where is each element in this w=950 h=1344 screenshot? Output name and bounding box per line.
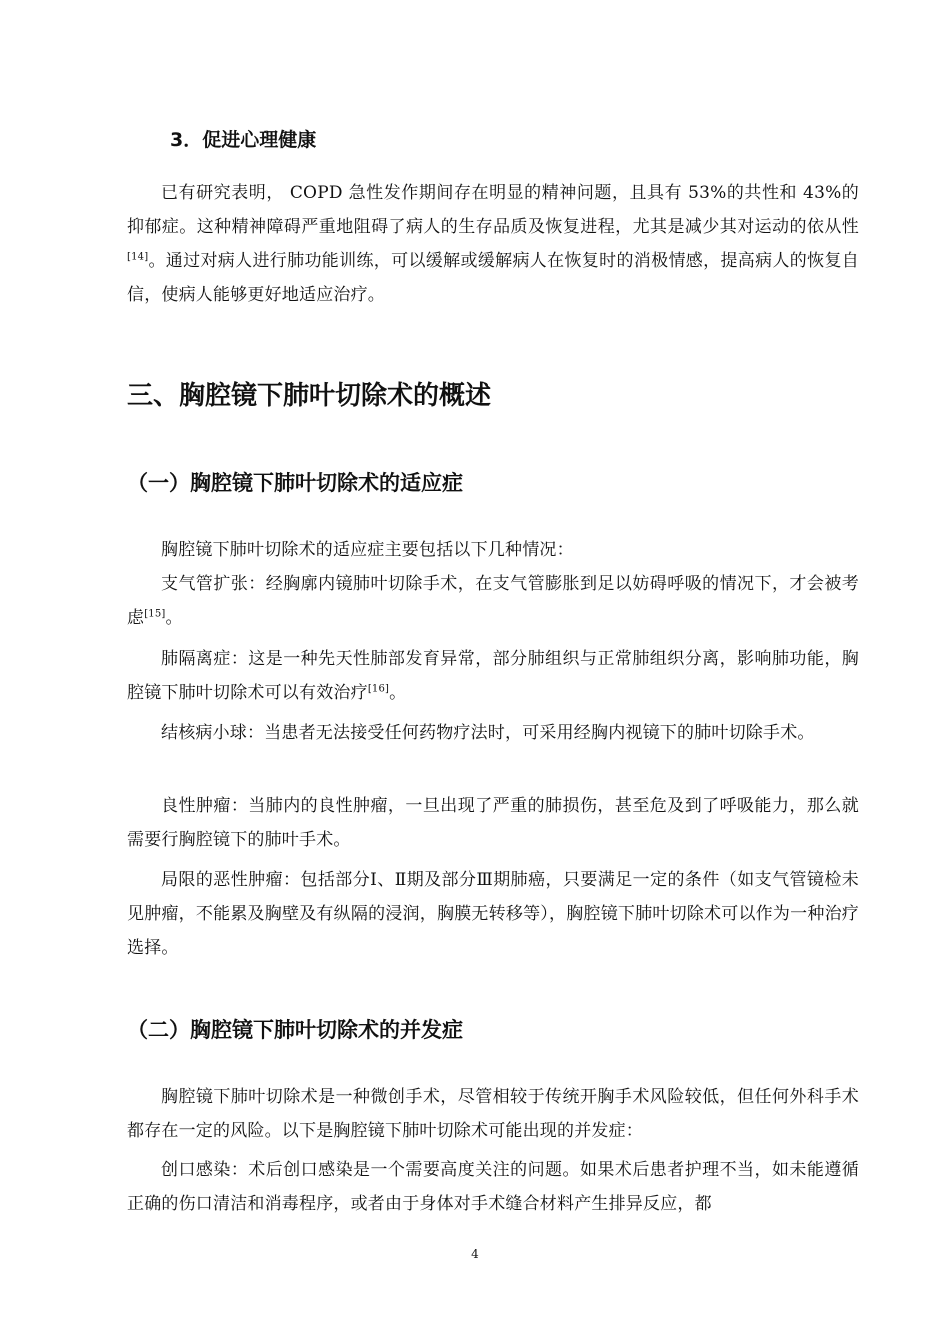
subsection-heading-complications: （二）胸腔镜下肺叶切除术的并发症 bbox=[127, 1018, 463, 1042]
paragraph-indications-intro: 胸腔镜下肺叶切除术的适应症主要包括以下几种情况： bbox=[161, 540, 574, 560]
paragraph-complications-intro: 胸腔镜下肺叶切除术是一种微创手术，尽管相较于传统开胸手术风险较低，但任何外科手术都存在一定的风险。以下是胸腔镜下肺叶切除术可能出现的并发症： bbox=[127, 1087, 859, 1141]
chapter-heading: 三、胸腔镜下肺叶切除术的概述 bbox=[127, 381, 492, 411]
section-heading-psychology: 3．促进心理健康 bbox=[170, 129, 317, 151]
page-number: 4 bbox=[471, 1247, 479, 1261]
citation-ref: [14] bbox=[127, 251, 149, 263]
paragraph-indication-benign-tumor: 良性肿瘤：当肺内的良性肿瘤，一旦出现了严重的肺损伤，甚至危及到了呼吸能力，那么就需要行胸腔镜下的肺叶手术。 bbox=[127, 796, 859, 850]
paragraph-indication-bronchiectasis: 支气管扩张：经胸廓内镜肺叶切除手术，在支气管膨胀到足以妨碍呼吸的情况下，才会被考虑[15]。 bbox=[127, 574, 859, 628]
paragraph-complication-infection: 创口感染：术后创口感染是一个需要高度关注的问题。如果术后患者护理不当，如未能遵循正确的伤口清洁和消毒程序，或者由于身体对手术缝合材料产生排异反应，都 bbox=[127, 1160, 859, 1214]
subsection-heading-indications: （一）胸腔镜下肺叶切除术的适应症 bbox=[127, 471, 463, 495]
paragraph-indication-malignant-tumor: 局限的恶性肿瘤：包括部分Ⅰ、Ⅱ期及部分Ⅲ期肺癌，只要满足一定的条件（如支气管镜检未见肿瘤，不能累及胸壁及有纵隔的浸润，胸膜无转移等），胸腔镜下肺叶切除术可以作为一种治疗选择。 bbox=[127, 870, 859, 958]
citation-ref: [15] bbox=[144, 608, 166, 620]
paragraph-indication-sequestration: 肺隔离症：这是一种先天性肺部发育异常，部分肺组织与正常肺组织分离，影响肺功能，胸腔镜下肺叶切除术可以有效治疗[16]。 bbox=[127, 649, 859, 703]
citation-ref: [16] bbox=[367, 683, 390, 695]
paragraph-psychology: 已有研究表明， COPD 急性发作期间存在明显的精神问题，且具有 53%的共性和 43%的抑郁症。这种精神障碍严重地阻碍了病人的生存品质及恢复进程，尤其是减少其对运动的依从性[14]。通过对病人进行肺功能训练，可以缓解或缓解病人在恢复时的消极情感，提高病人的恢复自信，使病人能够更好地适应治疗。 bbox=[127, 183, 859, 305]
paragraph-indication-tuberculoma: 结核病小球：当患者无法接受任何药物疗法时，可采用经胸内视镜下的肺叶切除手术。 bbox=[161, 723, 815, 743]
